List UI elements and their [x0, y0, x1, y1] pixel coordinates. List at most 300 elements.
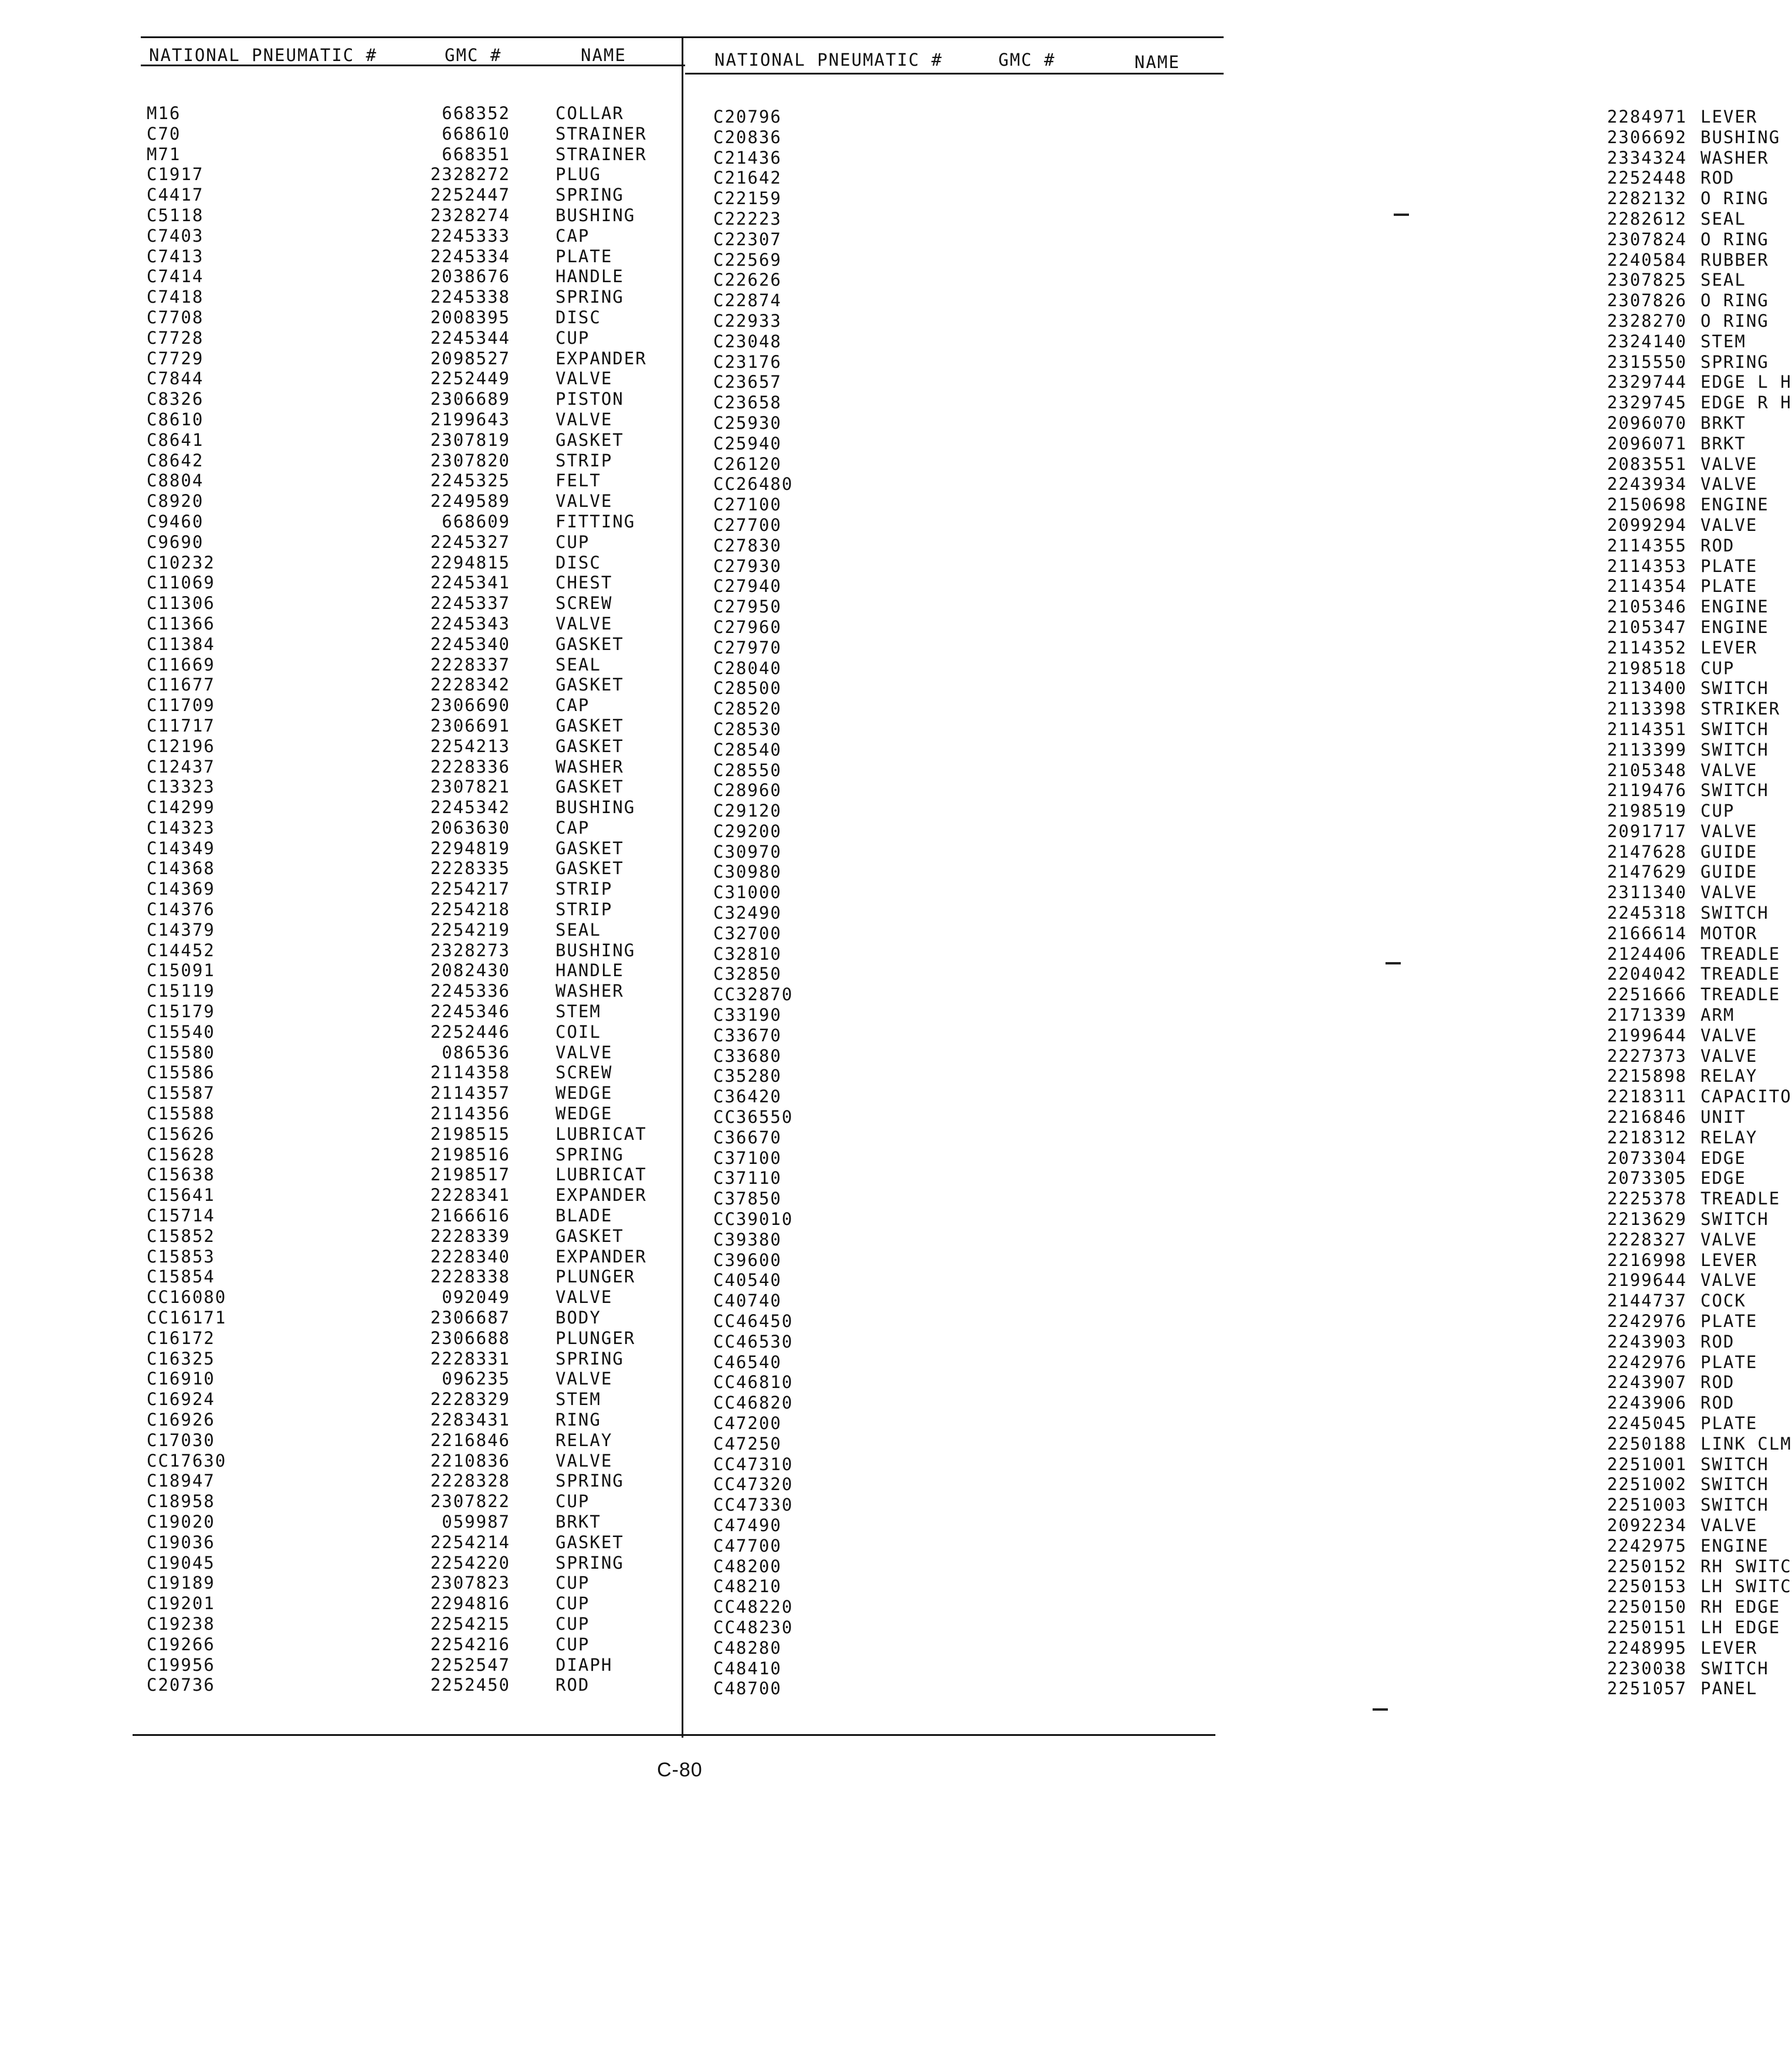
- gmc-number: 2307821: [430, 777, 510, 797]
- part-name: EDGE R H: [1700, 392, 1792, 413]
- national-pneumatic-number: C7844: [147, 368, 204, 389]
- part-name: BODY: [555, 1308, 601, 1328]
- gmc-number: 2124406: [1607, 943, 1687, 964]
- table-row: [147, 1164, 675, 1185]
- gmc-number: 2243906: [1607, 1393, 1687, 1413]
- gmc-number: 2092234: [1607, 1515, 1687, 1535]
- gmc-number: 2242975: [1607, 1535, 1687, 1556]
- table-row: [147, 1675, 675, 1695]
- part-name: SWITCH: [1700, 1495, 1769, 1515]
- national-pneumatic-number: C8804: [147, 470, 204, 491]
- national-pneumatic-number: C15587: [147, 1083, 215, 1103]
- table-row: [147, 777, 675, 797]
- national-pneumatic-number: C37850: [713, 1189, 782, 1209]
- national-pneumatic-number: C11069: [147, 573, 215, 593]
- gmc-number: 2328273: [430, 940, 510, 960]
- table-row: [713, 453, 1758, 475]
- table-row: [147, 960, 675, 981]
- part-name: CUP: [555, 1573, 590, 1593]
- part-name: SWITCH: [1700, 678, 1769, 699]
- gmc-number: 2329744: [1607, 372, 1687, 392]
- gmc-number: 2218312: [1607, 1127, 1687, 1147]
- part-name: BUSHING: [1700, 127, 1781, 147]
- table-row: [713, 1617, 1781, 1638]
- part-name: STRIP: [555, 899, 613, 920]
- part-name: ENGINE: [1700, 495, 1769, 515]
- part-name: SEAL: [555, 654, 601, 675]
- national-pneumatic-number: C12437: [147, 756, 215, 777]
- national-pneumatic-number: C4417: [147, 185, 204, 205]
- national-pneumatic-number: C7729: [147, 348, 204, 368]
- table-row: [147, 1491, 675, 1512]
- table-row: [147, 1103, 675, 1124]
- part-name: PLATE: [1700, 1413, 1758, 1433]
- national-pneumatic-number: C22874: [713, 290, 782, 311]
- table-row: [147, 614, 675, 634]
- header-left-np: NATIONAL PNEUMATIC #: [149, 45, 378, 65]
- national-pneumatic-number: C7413: [147, 246, 204, 266]
- part-name: SEAL: [1700, 270, 1746, 290]
- gmc-number: 2091717: [1607, 821, 1687, 841]
- gmc-number: 2250153: [1607, 1576, 1687, 1597]
- table-row: [713, 943, 1781, 964]
- national-pneumatic-number: C16926: [147, 1410, 215, 1430]
- part-name: LUBRICAT: [555, 1123, 647, 1144]
- part-name: EDGE L H: [1700, 372, 1792, 392]
- gmc-number: 2250151: [1607, 1617, 1687, 1637]
- gmc-number: 2328272: [430, 164, 510, 185]
- national-pneumatic-number: M16: [147, 103, 181, 123]
- national-pneumatic-number: C28500: [713, 678, 782, 699]
- gmc-number: 2198519: [1607, 801, 1687, 821]
- gmc-number: 2242976: [1607, 1311, 1687, 1332]
- part-name: RH EDGE: [1700, 1597, 1781, 1617]
- national-pneumatic-number: C37100: [713, 1147, 782, 1168]
- table-row: [147, 1532, 675, 1553]
- national-pneumatic-number: C16172: [147, 1328, 215, 1348]
- national-pneumatic-number: C7414: [147, 266, 204, 287]
- national-pneumatic-number: CC46810: [713, 1372, 794, 1393]
- table-row: [713, 474, 1758, 495]
- national-pneumatic-number: C32700: [713, 923, 782, 943]
- part-name: ROD: [1700, 168, 1735, 188]
- part-name: BRKT: [1700, 433, 1746, 453]
- national-pneumatic-number: C13323: [147, 777, 215, 797]
- part-name: PLATE: [1700, 556, 1758, 576]
- gmc-number: 2171339: [1607, 1005, 1687, 1025]
- national-pneumatic-number: C8920: [147, 491, 204, 512]
- table-row: [713, 1515, 1758, 1536]
- table-row: [147, 1430, 675, 1451]
- part-name: ENGINE: [1700, 617, 1769, 637]
- gmc-number: 2334324: [1607, 147, 1687, 168]
- table-row: [147, 655, 675, 675]
- national-pneumatic-number: C33670: [713, 1025, 782, 1045]
- part-name: O RING: [1700, 188, 1769, 209]
- part-name: SWITCH: [1700, 1209, 1769, 1230]
- part-name: SPRING: [1700, 351, 1769, 372]
- part-name: WEDGE: [555, 1083, 613, 1103]
- table-row: [147, 1145, 675, 1165]
- gmc-number: 2245340: [430, 634, 510, 654]
- gmc-number: 2082430: [430, 960, 510, 981]
- gmc-number: 2252547: [430, 1654, 510, 1675]
- national-pneumatic-number: C15540: [147, 1021, 215, 1042]
- part-name: LEVER: [1700, 1250, 1758, 1270]
- part-name: CUP: [1700, 801, 1735, 821]
- national-pneumatic-number: C14349: [147, 838, 215, 858]
- part-name: ROD: [555, 1675, 590, 1695]
- national-pneumatic-number: M71: [147, 144, 181, 164]
- part-name: CUP: [555, 1634, 590, 1654]
- table-row: [147, 1512, 675, 1532]
- gmc-number: 2282612: [1607, 208, 1687, 229]
- table-row: [713, 270, 1746, 290]
- table-row: [713, 372, 1792, 392]
- table-row: [713, 1597, 1781, 1617]
- national-pneumatic-number: C28520: [713, 699, 782, 719]
- page-number: C-80: [657, 1759, 703, 1781]
- table-row: [147, 103, 675, 124]
- gmc-number: 2294816: [430, 1593, 510, 1614]
- national-pneumatic-number: C19201: [147, 1593, 215, 1614]
- table-row: [713, 514, 1758, 536]
- gmc-number: 2294815: [430, 552, 510, 573]
- table-row: [713, 351, 1769, 373]
- gmc-number: 2252447: [430, 185, 510, 205]
- table-row: [147, 899, 675, 920]
- table-row: [147, 634, 675, 655]
- table-row: [713, 1005, 1735, 1025]
- table-row: [147, 1655, 675, 1675]
- national-pneumatic-number: CC47320: [713, 1474, 794, 1495]
- part-name: DISC: [555, 552, 601, 573]
- national-pneumatic-number: CC46820: [713, 1393, 794, 1413]
- gmc-number: 2307820: [430, 450, 510, 470]
- gmc-number: 2166616: [430, 1206, 510, 1226]
- national-pneumatic-number: C39600: [713, 1250, 782, 1270]
- gmc-number: 2324140: [1607, 331, 1687, 351]
- table-row: [147, 1287, 675, 1308]
- part-name: ENGINE: [1700, 597, 1769, 617]
- gmc-number: 086536: [442, 1042, 510, 1062]
- national-pneumatic-number: C27940: [713, 576, 782, 597]
- part-name: O RING: [1700, 229, 1769, 249]
- table-row: [713, 147, 1769, 168]
- national-pneumatic-number: C18958: [147, 1491, 215, 1512]
- part-name: RING: [555, 1410, 601, 1430]
- table-row: [713, 1393, 1735, 1413]
- table-row: [713, 1209, 1769, 1230]
- table-row: [713, 841, 1758, 862]
- national-pneumatic-number: C32850: [713, 964, 782, 984]
- part-name: VALVE: [1700, 760, 1758, 780]
- gmc-number: 2307824: [1607, 229, 1687, 249]
- table-row: [147, 797, 675, 818]
- table-row: [713, 392, 1792, 413]
- gmc-number: 2216998: [1607, 1250, 1687, 1270]
- table-row: [147, 1226, 675, 1247]
- national-pneumatic-number: C22159: [713, 188, 782, 209]
- part-name: CHEST: [555, 573, 613, 593]
- table-row: [713, 127, 1781, 148]
- national-pneumatic-number: C32810: [713, 943, 782, 964]
- table-row: [713, 1433, 1792, 1454]
- part-name: SPRING: [555, 287, 624, 307]
- part-name: SCREW: [555, 1062, 613, 1083]
- header-left-name: NAME: [581, 45, 626, 65]
- national-pneumatic-number: C8641: [147, 429, 204, 450]
- gmc-number: 2114354: [1607, 576, 1687, 597]
- part-name: STEM: [1700, 331, 1746, 351]
- table-row: [147, 675, 675, 695]
- national-pneumatic-number: C27830: [713, 535, 782, 556]
- bottom-rule: [133, 1734, 1215, 1736]
- part-name: PLUNGER: [555, 1328, 636, 1348]
- gmc-number: 2252450: [430, 1675, 510, 1695]
- part-name: VALVE: [1700, 514, 1758, 535]
- national-pneumatic-number: C15638: [147, 1164, 215, 1185]
- table-row: [713, 1127, 1758, 1148]
- table-row: [713, 1678, 1758, 1699]
- part-name: GASKET: [555, 675, 624, 695]
- margin-tick: [1394, 214, 1409, 216]
- national-pneumatic-number: C22933: [713, 310, 782, 331]
- table-row: [713, 964, 1781, 984]
- table-row: [147, 858, 675, 879]
- table-row: [147, 409, 675, 430]
- gmc-number: 2227373: [1607, 1045, 1687, 1066]
- part-name: PLATE: [1700, 1311, 1758, 1332]
- national-pneumatic-number: C15091: [147, 960, 215, 981]
- national-pneumatic-number: C20796: [713, 107, 782, 127]
- gmc-number: 2306692: [1607, 127, 1687, 147]
- table-row: [147, 1206, 675, 1226]
- table-row: [147, 1614, 675, 1634]
- gmc-number: 668351: [442, 144, 510, 164]
- table-row: [147, 1471, 675, 1491]
- table-row: [713, 168, 1735, 188]
- national-pneumatic-number: C15580: [147, 1042, 215, 1062]
- table-row: [147, 226, 675, 246]
- national-pneumatic-number: C26120: [713, 453, 782, 474]
- table-row: [147, 1185, 675, 1206]
- table-row: [147, 1022, 675, 1042]
- table-row: [147, 1083, 675, 1103]
- gmc-number: 2228341: [430, 1185, 510, 1206]
- national-pneumatic-number: C22223: [713, 208, 782, 229]
- table-row: [713, 1413, 1758, 1434]
- part-name: SWITCH: [1700, 780, 1769, 801]
- gmc-number: 2119476: [1607, 780, 1687, 801]
- gmc-number: 2228338: [430, 1267, 510, 1287]
- national-pneumatic-number: C33680: [713, 1045, 782, 1066]
- table-row: [147, 164, 675, 185]
- national-pneumatic-number: C48700: [713, 1678, 782, 1699]
- gmc-number: 2252449: [430, 368, 510, 389]
- national-pneumatic-number: C15626: [147, 1123, 215, 1144]
- national-pneumatic-number: CC48220: [713, 1597, 794, 1617]
- gmc-number: 2083551: [1607, 453, 1687, 474]
- gmc-number: 2240584: [1607, 249, 1687, 270]
- gmc-number: 2245045: [1607, 1413, 1687, 1433]
- national-pneumatic-number: C22626: [713, 270, 782, 290]
- table-row: [713, 1189, 1781, 1209]
- gmc-number: 2252448: [1607, 168, 1687, 188]
- part-name: WASHER: [555, 981, 624, 1001]
- part-name: EXPANDER: [555, 1246, 647, 1267]
- national-pneumatic-number: C14299: [147, 797, 215, 818]
- table-row: [147, 981, 675, 1001]
- national-pneumatic-number: C15586: [147, 1062, 215, 1083]
- table-row: [147, 1328, 675, 1349]
- national-pneumatic-number: C7708: [147, 307, 204, 327]
- part-name: STRIKER: [1700, 699, 1781, 719]
- part-name: COLLAR: [555, 103, 624, 123]
- national-pneumatic-number: C48280: [713, 1637, 782, 1658]
- table-row: [713, 229, 1769, 250]
- gmc-number: 2245341: [430, 573, 510, 593]
- gmc-number: 2038676: [430, 266, 510, 287]
- part-name: PANEL: [1700, 1678, 1758, 1699]
- gmc-number: 2306690: [430, 695, 510, 716]
- part-name: CAP: [555, 695, 590, 716]
- national-pneumatic-number: C70: [147, 123, 181, 144]
- table-row: [147, 368, 675, 389]
- part-name: BUSHING: [555, 797, 636, 818]
- table-row: [147, 1634, 675, 1655]
- gmc-number: 2243934: [1607, 474, 1687, 495]
- national-pneumatic-number: CC46450: [713, 1311, 794, 1332]
- gmc-number: 2114352: [1607, 637, 1687, 658]
- gmc-number: 2254214: [430, 1532, 510, 1552]
- gmc-number: 2228329: [430, 1389, 510, 1410]
- table-row: [147, 838, 675, 859]
- part-name: STEM: [555, 1389, 601, 1410]
- table-row: [147, 287, 675, 307]
- national-pneumatic-number: C19020: [147, 1511, 215, 1532]
- gmc-number: 2245327: [430, 532, 510, 552]
- part-name: UNIT: [1700, 1107, 1746, 1128]
- gmc-number: 2254217: [430, 879, 510, 899]
- national-pneumatic-number: C23048: [713, 331, 782, 351]
- part-name: SWITCH: [1700, 719, 1769, 739]
- table-row: [147, 307, 675, 328]
- gmc-number: 2245342: [430, 797, 510, 818]
- national-pneumatic-number: C16910: [147, 1369, 215, 1389]
- national-pneumatic-number: CC17630: [147, 1450, 227, 1471]
- national-pneumatic-number: C9690: [147, 532, 204, 552]
- gmc-number: 2254215: [430, 1613, 510, 1634]
- part-name: SPRING: [555, 1471, 624, 1491]
- gmc-number: 2105346: [1607, 597, 1687, 617]
- table-row: [147, 1573, 675, 1593]
- gmc-number: 2251057: [1607, 1678, 1687, 1699]
- table-row: [147, 328, 675, 348]
- gmc-number: 2245334: [430, 246, 510, 266]
- table-row: [713, 1352, 1758, 1373]
- table-row: [147, 736, 675, 757]
- gmc-number: 2254218: [430, 899, 510, 920]
- national-pneumatic-number: C14452: [147, 940, 215, 960]
- gmc-number: 2114358: [430, 1062, 510, 1083]
- part-name: SWITCH: [1700, 1474, 1769, 1495]
- gmc-number: 2249589: [430, 491, 510, 512]
- table-row: [713, 576, 1758, 597]
- part-name: VALVE: [555, 409, 613, 429]
- national-pneumatic-number: C28540: [713, 739, 782, 760]
- table-row: [147, 593, 675, 614]
- part-name: SWITCH: [1700, 903, 1769, 923]
- gmc-number: 2307823: [430, 1573, 510, 1593]
- national-pneumatic-number: CC32870: [713, 984, 794, 1005]
- part-name: GASKET: [555, 838, 624, 858]
- gmc-number: 2198517: [430, 1164, 510, 1185]
- table-row: [147, 1308, 675, 1328]
- table-row: [147, 1349, 675, 1369]
- part-name: CUP: [1700, 658, 1735, 678]
- gmc-number: 668610: [442, 123, 510, 144]
- national-pneumatic-number: C19045: [147, 1552, 215, 1573]
- national-pneumatic-number: C15854: [147, 1267, 215, 1287]
- gmc-number: 2114357: [430, 1083, 510, 1103]
- national-pneumatic-number: C1917: [147, 164, 204, 185]
- left-parts-list: [147, 103, 675, 1695]
- national-pneumatic-number: C47250: [713, 1433, 782, 1454]
- part-name: VALVE: [555, 1042, 613, 1062]
- header-right-name: NAME: [1134, 52, 1180, 72]
- table-row: [713, 882, 1758, 903]
- national-pneumatic-number: C15852: [147, 1226, 215, 1246]
- table-row: [147, 512, 675, 532]
- table-row: [713, 1025, 1758, 1046]
- gmc-number: 2114355: [1607, 535, 1687, 556]
- table-row: [147, 1593, 675, 1614]
- table-row: [147, 266, 675, 287]
- part-name: LEVER: [1700, 1637, 1758, 1658]
- table-row: [147, 430, 675, 451]
- national-pneumatic-number: C28040: [713, 658, 782, 678]
- national-pneumatic-number: C30970: [713, 841, 782, 862]
- part-name: HANDLE: [555, 266, 624, 287]
- gmc-number: 2199643: [430, 409, 510, 429]
- table-row: [147, 757, 675, 777]
- part-name: SPRING: [555, 1348, 624, 1369]
- national-pneumatic-number: C20836: [713, 127, 782, 147]
- part-name: CAPACITO: [1700, 1086, 1792, 1107]
- gmc-number: 2243903: [1607, 1331, 1687, 1352]
- national-pneumatic-number: C11717: [147, 715, 215, 736]
- gmc-number: 2114356: [430, 1103, 510, 1124]
- gmc-number: 2198516: [430, 1144, 510, 1164]
- part-name: SEAL: [1700, 208, 1746, 229]
- part-name: PLATE: [555, 246, 613, 266]
- table-row: [713, 1535, 1769, 1556]
- part-name: O RING: [1700, 290, 1769, 311]
- table-row: [147, 1247, 675, 1267]
- gmc-number: 2329745: [1607, 392, 1687, 413]
- gmc-number: 2228339: [430, 1226, 510, 1246]
- table-row: [713, 801, 1735, 821]
- part-name: LH EDGE: [1700, 1617, 1781, 1637]
- part-name: VALVE: [1700, 474, 1758, 495]
- table-row: [147, 144, 675, 165]
- gmc-number: 2228327: [1607, 1229, 1687, 1250]
- table-row: [713, 1270, 1758, 1291]
- table-row: [147, 1062, 675, 1083]
- part-name: GASKET: [555, 777, 624, 797]
- gmc-number: 2210836: [430, 1450, 510, 1471]
